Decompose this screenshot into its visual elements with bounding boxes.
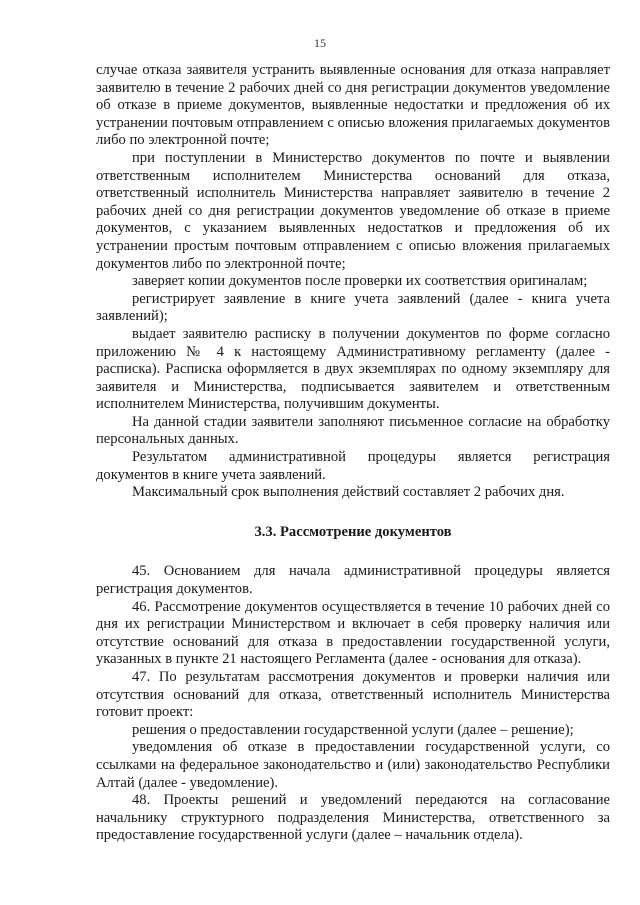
paragraph: уведомления об отказе в предоставлении государственной услуги, со ссылками на федеральное законодательство и (или) законодательство Республики Алтай (далее - уведомление). bbox=[96, 739, 610, 791]
paragraph: при поступлении в Министерство документов по почте и выявлении ответственным исполнителем Министерства оснований для отказа, ответственный исполнитель Министерства направляет заявителю в течение 2 рабочих дней со дня регистрации документов уведомление об отказе в приеме документов, с указанием выявленных недостатков и предложения об их устранении простым почтовым отправлением с описью вложения прилагаемых документов либо по электронной почте; bbox=[96, 149, 610, 272]
paragraphs-after-section bbox=[96, 563, 610, 845]
paragraph: На данной стадии заявители заполняют письменное согласие на обработку персональных данных. bbox=[96, 413, 610, 448]
paragraph: случае отказа заявителя устранить выявленные основания для отказа направляет заявителю в течение 2 рабочих дней со дня регистрации документов уведомление об отказе в приеме документов, выявленные недостатки и предложения об их устранении почтовым отправлением с описью вложения прилагаемых документов либо по электронной почте; bbox=[96, 62, 610, 149]
paragraphs-before-section bbox=[96, 62, 610, 502]
paragraph: решения о предоставлении государственной услуги (далее – решение); bbox=[132, 721, 574, 738]
paragraph: выдает заявителю расписку в получении документов по форме согласно приложению № 4 к настоящему Административному регламенту (далее - расписка). Расписка оформляется в двух экземплярах по одному экземпляру для заявителя и Министерства, подписывается заявителем и ответственным исполнителем Министерства, получившим документы. bbox=[96, 325, 610, 413]
paragraph: Максимальный срок выполнения действий составляет 2 рабочих дня. bbox=[132, 484, 565, 501]
paragraph: 48. Проекты решений и уведомлений передаются на согласование начальнику структурного подразделения Министерства, ответственного за предоставление государственной услуги (далее – начальник отдела). bbox=[96, 792, 610, 844]
paragraph: регистрирует заявление в книге учета заявлений (далее - книга учета заявлений); bbox=[96, 290, 610, 325]
page-number: 15 bbox=[314, 36, 326, 50]
section-heading: 3.3. Рассмотрение документов bbox=[254, 523, 452, 540]
document-body bbox=[96, 62, 610, 845]
paragraph: Результатом административной процедуры является регистрация документов в книге учета заявлений. bbox=[96, 449, 610, 483]
paragraph: 46. Рассмотрение документов осуществляется в течение 10 рабочих дней со дня их регистрации Министерством и включает в себя проверку наличия или отсутствие оснований для отказа в предоставлении государственной услуги, указанных в пункте 21 настоящего Регламента (далее - основания для отказа). bbox=[96, 598, 610, 668]
paragraph: 47. По результатам рассмотрения документов и проверки наличия или отсутствия оснований для отказа, ответственный исполнитель Министерства готовит проект: bbox=[96, 669, 610, 721]
paragraph: 45. Основанием для начала административной процедуры является регистрация документов. bbox=[96, 563, 610, 598]
paragraph: заверяет копии документов после проверки их соответствия оригиналам; bbox=[132, 273, 588, 290]
